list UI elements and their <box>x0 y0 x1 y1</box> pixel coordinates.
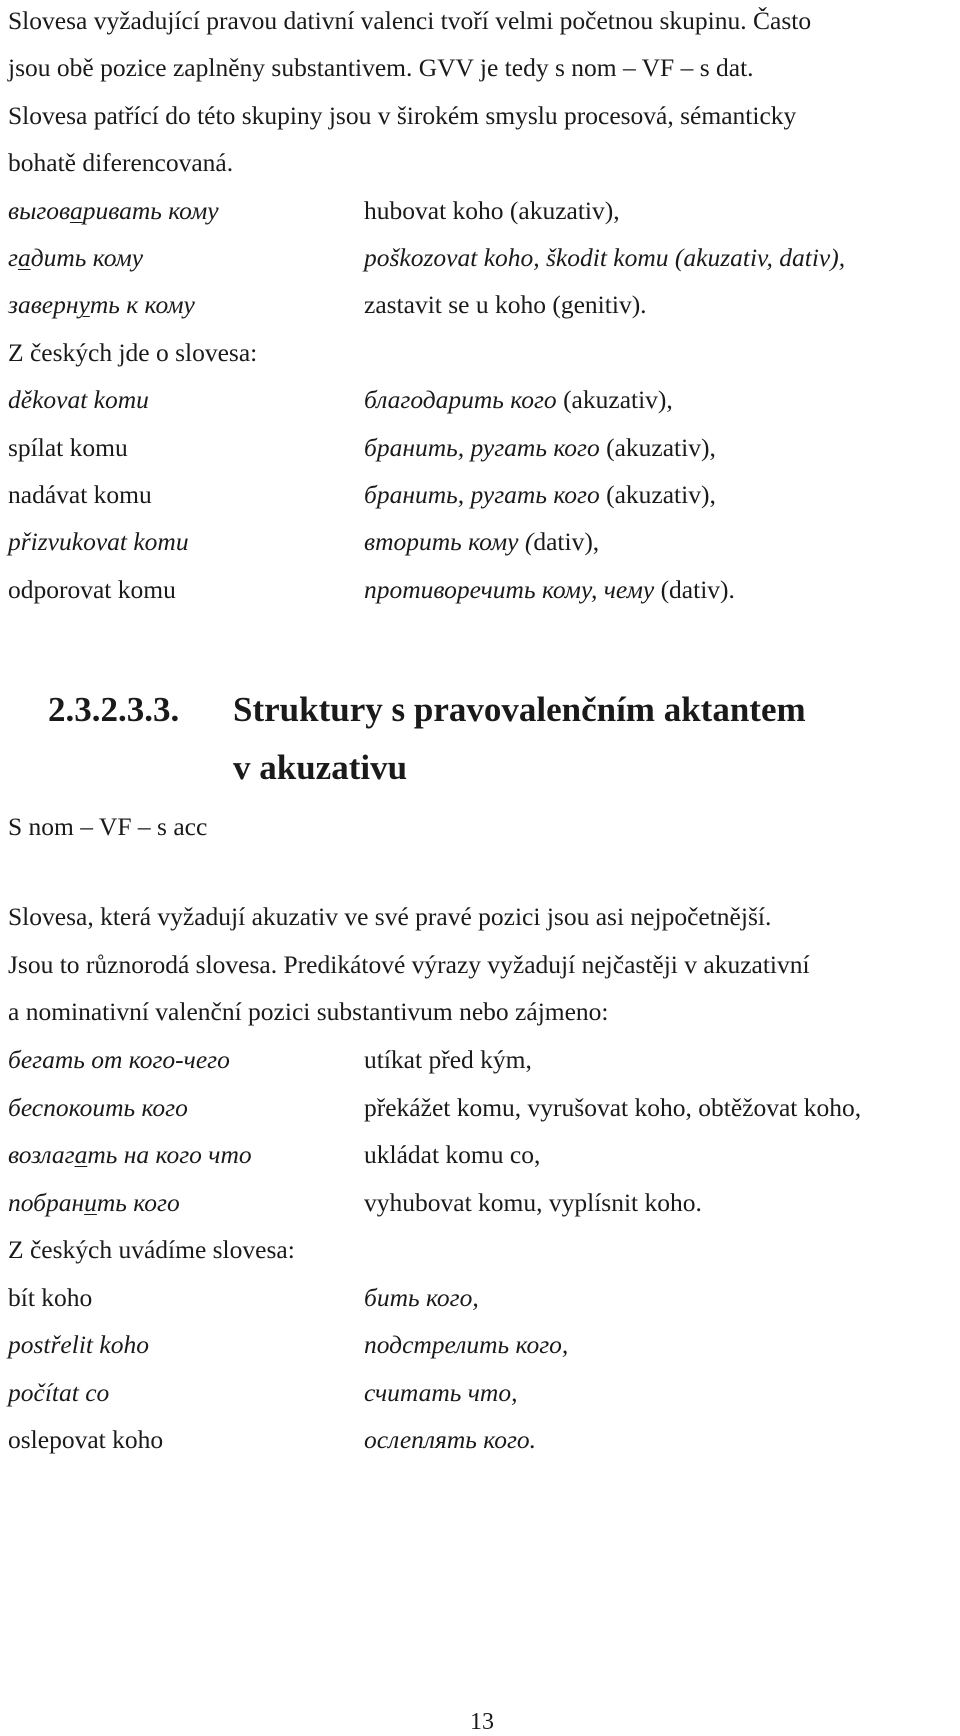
cz-translation: poškozovat koho, škodit komu (akuzativ, dativ), <box>364 243 846 272</box>
cz-verb: bít koho <box>8 1283 93 1312</box>
page-number: 13 <box>470 1709 494 1735</box>
intro-line-4: bohatě diferencovaná. <box>8 148 234 177</box>
para2-line-1: Slovesa, která vyžadují akuzativ ve své pravé pozici jsou asi nejpočetnější. <box>8 902 772 931</box>
ru-translation: ослеплять кого. <box>364 1425 537 1454</box>
cz-translation: vyhubovat komu, vyplísnit koho. <box>364 1188 702 1217</box>
ru-translation: бранить, ругать кого (akuzativ), <box>364 433 716 462</box>
ru-translation: бранить, ругать кого (akuzativ), <box>364 480 716 509</box>
section-title-line-2: v akuzativu <box>233 748 408 787</box>
cz-intro-1: Z českých jde o slovesa: <box>8 338 258 367</box>
ru-translation: вторить кому (dativ), <box>364 527 600 556</box>
ru-translation: бить кого, <box>364 1283 479 1312</box>
cz-verb: počítat co <box>8 1378 110 1407</box>
cz-translation: zastavit se u koho (genitiv). <box>364 290 647 319</box>
cz-verb: přizvukovat komu <box>8 527 189 556</box>
ru-verb: выговаривать кому <box>8 196 219 225</box>
para2-line-3: a nominativní valenční pozici substantivum nebo zájmeno: <box>8 997 609 1026</box>
valency-formula: S nom – VF – s acc <box>8 812 208 841</box>
section-title-line-1: Struktury s pravovalenčním aktantem <box>233 690 806 729</box>
cz-verb: odporovat komu <box>8 575 176 604</box>
cz-verb: děkovat komu <box>8 385 149 414</box>
intro-line-1: Slovesa vyžadující pravou dativní valenci tvoří velmi početnou skupinu. Často <box>8 6 812 35</box>
ru-translation: благодарить кого (akuzativ), <box>364 385 673 414</box>
cz-translation: překážet komu, vyrušovat koho, obtěžovat koho, <box>364 1093 862 1122</box>
intro-line-3: Slovesa patřící do této skupiny jsou v širokém smyslu procesová, sémanticky <box>8 101 797 130</box>
ru-translation: считать что, <box>364 1378 518 1407</box>
ru-verb: завернуть к кому <box>8 290 195 319</box>
cz-verb: nadávat komu <box>8 480 152 509</box>
ru-verb: побранить кого <box>8 1188 180 1217</box>
ru-translation: противоречить кому, чему (dativ). <box>364 575 735 604</box>
cz-intro-2: Z českých uvádíme slovesa: <box>8 1235 295 1264</box>
cz-verb: spílat komu <box>8 433 128 462</box>
ru-verb: бегать от кого-чего <box>8 1045 230 1074</box>
intro-line-2: jsou obě pozice zaplněny substantivem. GVV je tedy s nom – VF – s dat. <box>8 53 754 82</box>
section-number: 2.3.2.3.3. <box>48 690 180 729</box>
ru-translation: подстрелить кого, <box>364 1330 569 1359</box>
cz-translation: hubovat koho (akuzativ), <box>364 196 620 225</box>
ru-verb: беспокоить кого <box>8 1093 188 1122</box>
cz-translation: utíkat před kým, <box>364 1045 532 1074</box>
cz-verb: postřelit koho <box>8 1330 149 1359</box>
ru-verb: гадить кому <box>8 243 144 272</box>
cz-translation: ukládat komu co, <box>364 1140 541 1169</box>
para2-line-2: Jsou to různorodá slovesa. Predikátové výrazy vyžadují nejčastěji v akuzativní <box>8 950 810 979</box>
ru-verb: возлагать на кого что <box>8 1140 252 1169</box>
cz-verb: oslepovat koho <box>8 1425 164 1454</box>
